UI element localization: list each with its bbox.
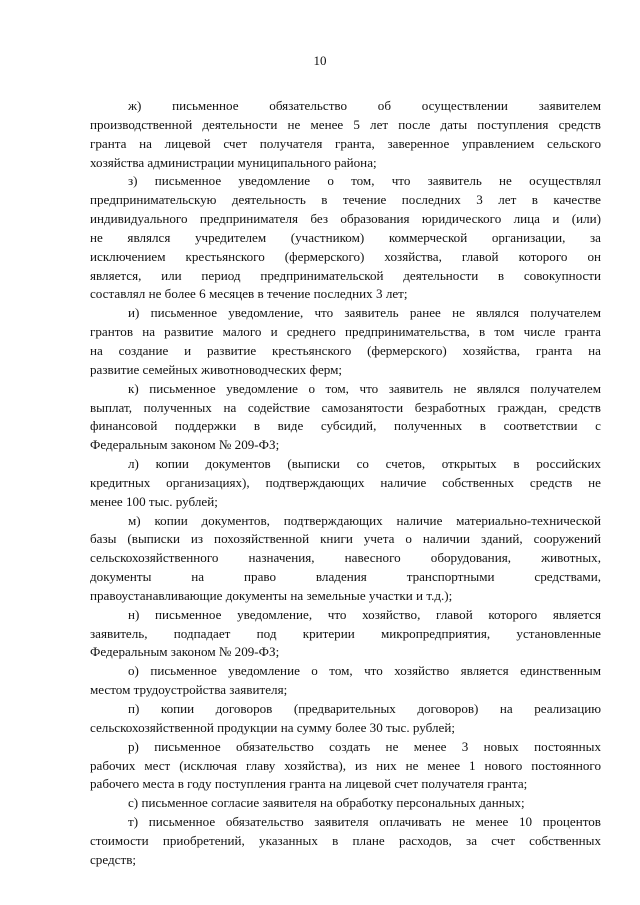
text-line: грантов на развитие малого и среднего предпринимательства, в том числе гранта [90, 324, 601, 340]
paragraph [90, 700, 601, 738]
paragraph [90, 455, 601, 512]
page-number: 10 [313, 53, 327, 68]
text-line: рабочих мест (исключая главу хозяйства), из них не менее 1 нового постоянного [90, 757, 601, 773]
text-line: ж) письменное обязательство об осуществлении заявителем [128, 98, 601, 113]
text-line: правоустанавливающие документы на земельные участки и т.д.); [90, 587, 453, 603]
text-line: документы на право владения транспортными средствами, [90, 569, 601, 585]
paragraph [90, 662, 601, 700]
paragraph [90, 97, 601, 172]
text-line: л) копии документов (выписки со счетов, открытых в российских [128, 456, 601, 472]
text-line: заявитель, подпадает под критерии микропредприятия, установленные [90, 625, 601, 641]
text-line: п) копии договоров (предварительных договоров) на реализацию [128, 701, 601, 716]
text-line: м) копии документов, подтверждающих наличие материально-технической [128, 512, 601, 528]
text-line: сельскохозяйственной продукции на сумму более 30 тыс. рублей; [90, 719, 455, 735]
text-line: о) письменное уведомление о том, что хозяйство является единственным [128, 663, 601, 679]
paragraph [90, 304, 601, 379]
text-line: с) письменное согласие заявителя на обработку персональных данных; [128, 795, 525, 811]
paragraph [90, 606, 601, 663]
text-line: исключением крестьянского (фермерского) хозяйства, главой которого он [90, 248, 601, 264]
text-line: предпринимательскую деятельность в течение последних 3 лет в качестве [90, 192, 601, 208]
text-line: т) письменное обязательство заявителя оплачивать не менее 10 процентов [128, 814, 601, 830]
text-line: н) письменное уведомление, что хозяйство, главой которого является [128, 606, 601, 622]
text-line: кредитных организациях), подтверждающих наличие собственных средств не [90, 474, 601, 490]
paragraph [90, 512, 601, 606]
text-line: индивидуального предпринимателя без образования юридического лица и (или) [90, 211, 601, 227]
text-line: является, или период предпринимательской деятельности в совокупности [90, 267, 601, 283]
paragraph [90, 794, 601, 813]
text-line: базы (выписки из похозяйственной книги учета о наличии зданий, сооружений [90, 531, 601, 547]
text-line: рабочего места в году поступления гранта на лицевой счет получателя гранта; [90, 776, 528, 792]
text-line: сельскохозяйственного назначения, навесного оборудования, животных, [90, 550, 601, 566]
paragraph [90, 813, 601, 870]
text-line: средств; [90, 851, 137, 867]
text-line: Федеральным законом № 209-ФЗ; [90, 644, 280, 660]
text-line: выплат, полученных на содействие самозанятости безработных граждан, средств [90, 399, 601, 415]
document-body [90, 97, 601, 870]
text-line: не являлся учредителем (участником) коммерческой организации, за [90, 229, 601, 245]
text-line: стоимости приобретений, указанных в плане расходов, за счет собственных [90, 832, 601, 848]
paragraph [90, 738, 601, 795]
text-line: з) письменное уведомление о том, что заявитель не осуществлял [128, 173, 601, 189]
text-line: к) письменное уведомление о том, что заявитель не являлся получателем [128, 380, 601, 396]
text-line: хозяйства администрации муниципального района; [90, 154, 377, 170]
text-line: составлял не более 6 месяцев в течение последних 3 лет; [90, 286, 408, 302]
text-line: гранта на лицевой счет получателя гранта, заверенное управлением сельского [90, 135, 601, 151]
paragraph [90, 172, 601, 304]
text-line: Федеральным законом № 209-ФЗ; [90, 437, 280, 453]
paragraph [90, 380, 601, 455]
text-line: финансовой поддержки в виде субсидий, полученных в соответствии с [90, 418, 601, 434]
text-line: р) письменное обязательство создать не менее 3 новых постоянных [128, 738, 601, 754]
text-line: на создание и развитие крестьянского (фермерского) хозяйства, гранта на [90, 342, 601, 358]
text-line: менее 100 тыс. рублей; [90, 493, 218, 509]
text-line: производственной деятельности не менее 5 лет после даты поступления средств [90, 116, 601, 132]
text-line: развитие семейных животноводческих ферм; [90, 361, 343, 377]
text-line: местом трудоустройства заявителя; [90, 682, 288, 698]
text-line: и) письменное уведомление, что заявитель ранее не являлся получателем [128, 305, 601, 321]
